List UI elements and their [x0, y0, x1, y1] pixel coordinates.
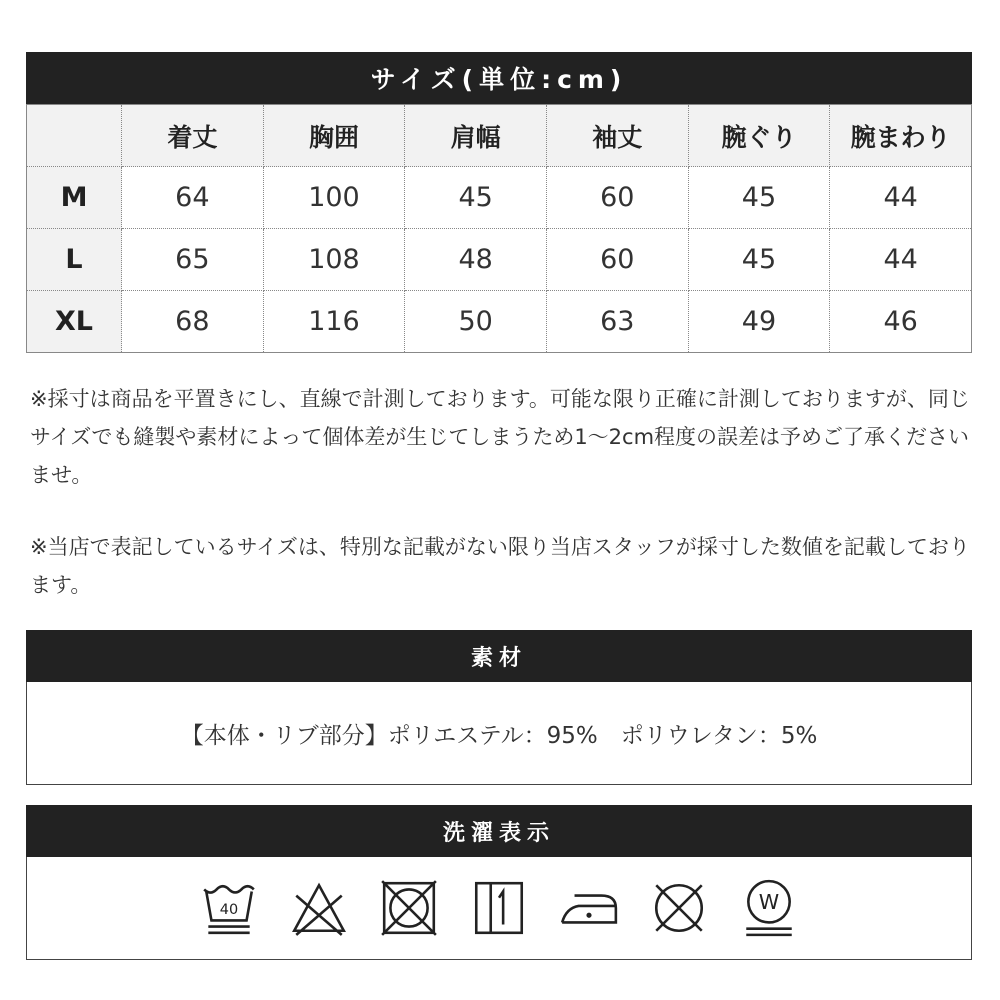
table-cell: 64	[122, 167, 264, 229]
hang-dry-icon	[468, 877, 530, 939]
no-dry-clean-icon	[648, 877, 710, 939]
table-header-row	[27, 105, 972, 167]
material-section-header	[26, 630, 972, 682]
size-section-title: サイズ(単位:cm)	[370, 65, 628, 94]
measurement-note: ※採寸は商品を平置きにし、直線で計測しております。可能な限り正確に計測しておりますが、同じサイズでも縫製や素材によって個体差が生じてしまうため1～2cm程度の誤差は予めご了承くださいませ。	[30, 387, 970, 487]
column-header: 腕ぐり	[688, 105, 830, 167]
table-cell: 60	[546, 229, 688, 291]
table-cell: 100	[263, 167, 405, 229]
wash-temp-label: 40	[219, 902, 239, 919]
table-cell: 44	[830, 229, 972, 291]
column-header: 肩幅	[405, 105, 547, 167]
table-cell: 65	[122, 229, 264, 291]
table-cell: 68	[122, 291, 264, 353]
column-header: 胸囲	[263, 105, 405, 167]
column-header: 袖丈	[546, 105, 688, 167]
size-section-header	[26, 52, 972, 104]
row-header-size: L	[27, 229, 122, 291]
wash-40-gentle-icon	[198, 877, 260, 939]
table-cell: 50	[405, 291, 547, 353]
row-header-size: XL	[27, 291, 122, 353]
size-source-note: ※当店で表記しているサイズは、特別な記載がない限り当店スタッフが採寸した数値を記載しております。	[30, 535, 970, 597]
table-cell: 46	[830, 291, 972, 353]
material-box	[26, 682, 972, 785]
iron-low-icon	[558, 877, 620, 939]
material-text: 【本体・リブ部分】ポリエステル：95% ポリウレタン：5%	[180, 722, 818, 749]
column-header: 着丈	[122, 105, 264, 167]
table-cell: 48	[405, 229, 547, 291]
no-tumble-dry-icon	[378, 877, 440, 939]
row-header-size: M	[27, 167, 122, 229]
table-row	[27, 291, 972, 353]
table-cell: 44	[830, 167, 972, 229]
table-cell: 45	[405, 167, 547, 229]
wet-clean-letter: W	[758, 890, 780, 915]
table-row	[27, 229, 972, 291]
table-cell: 45	[688, 167, 830, 229]
table-corner-cell	[27, 105, 122, 167]
column-header: 腕まわり	[830, 105, 972, 167]
material-section-title: 素材	[470, 645, 527, 671]
table-cell: 49	[688, 291, 830, 353]
wash-icons-box	[26, 857, 972, 960]
table-cell: 60	[546, 167, 688, 229]
no-bleach-icon	[288, 877, 350, 939]
table-cell: 45	[688, 229, 830, 291]
wash-section-header	[26, 805, 972, 857]
table-cell: 63	[546, 291, 688, 353]
wash-section-title: 洗濯表示	[442, 820, 555, 846]
table-row	[27, 167, 972, 229]
wet-clean-gentle-icon	[738, 877, 800, 939]
table-cell: 116	[263, 291, 405, 353]
size-table	[26, 104, 972, 353]
table-cell: 108	[263, 229, 405, 291]
